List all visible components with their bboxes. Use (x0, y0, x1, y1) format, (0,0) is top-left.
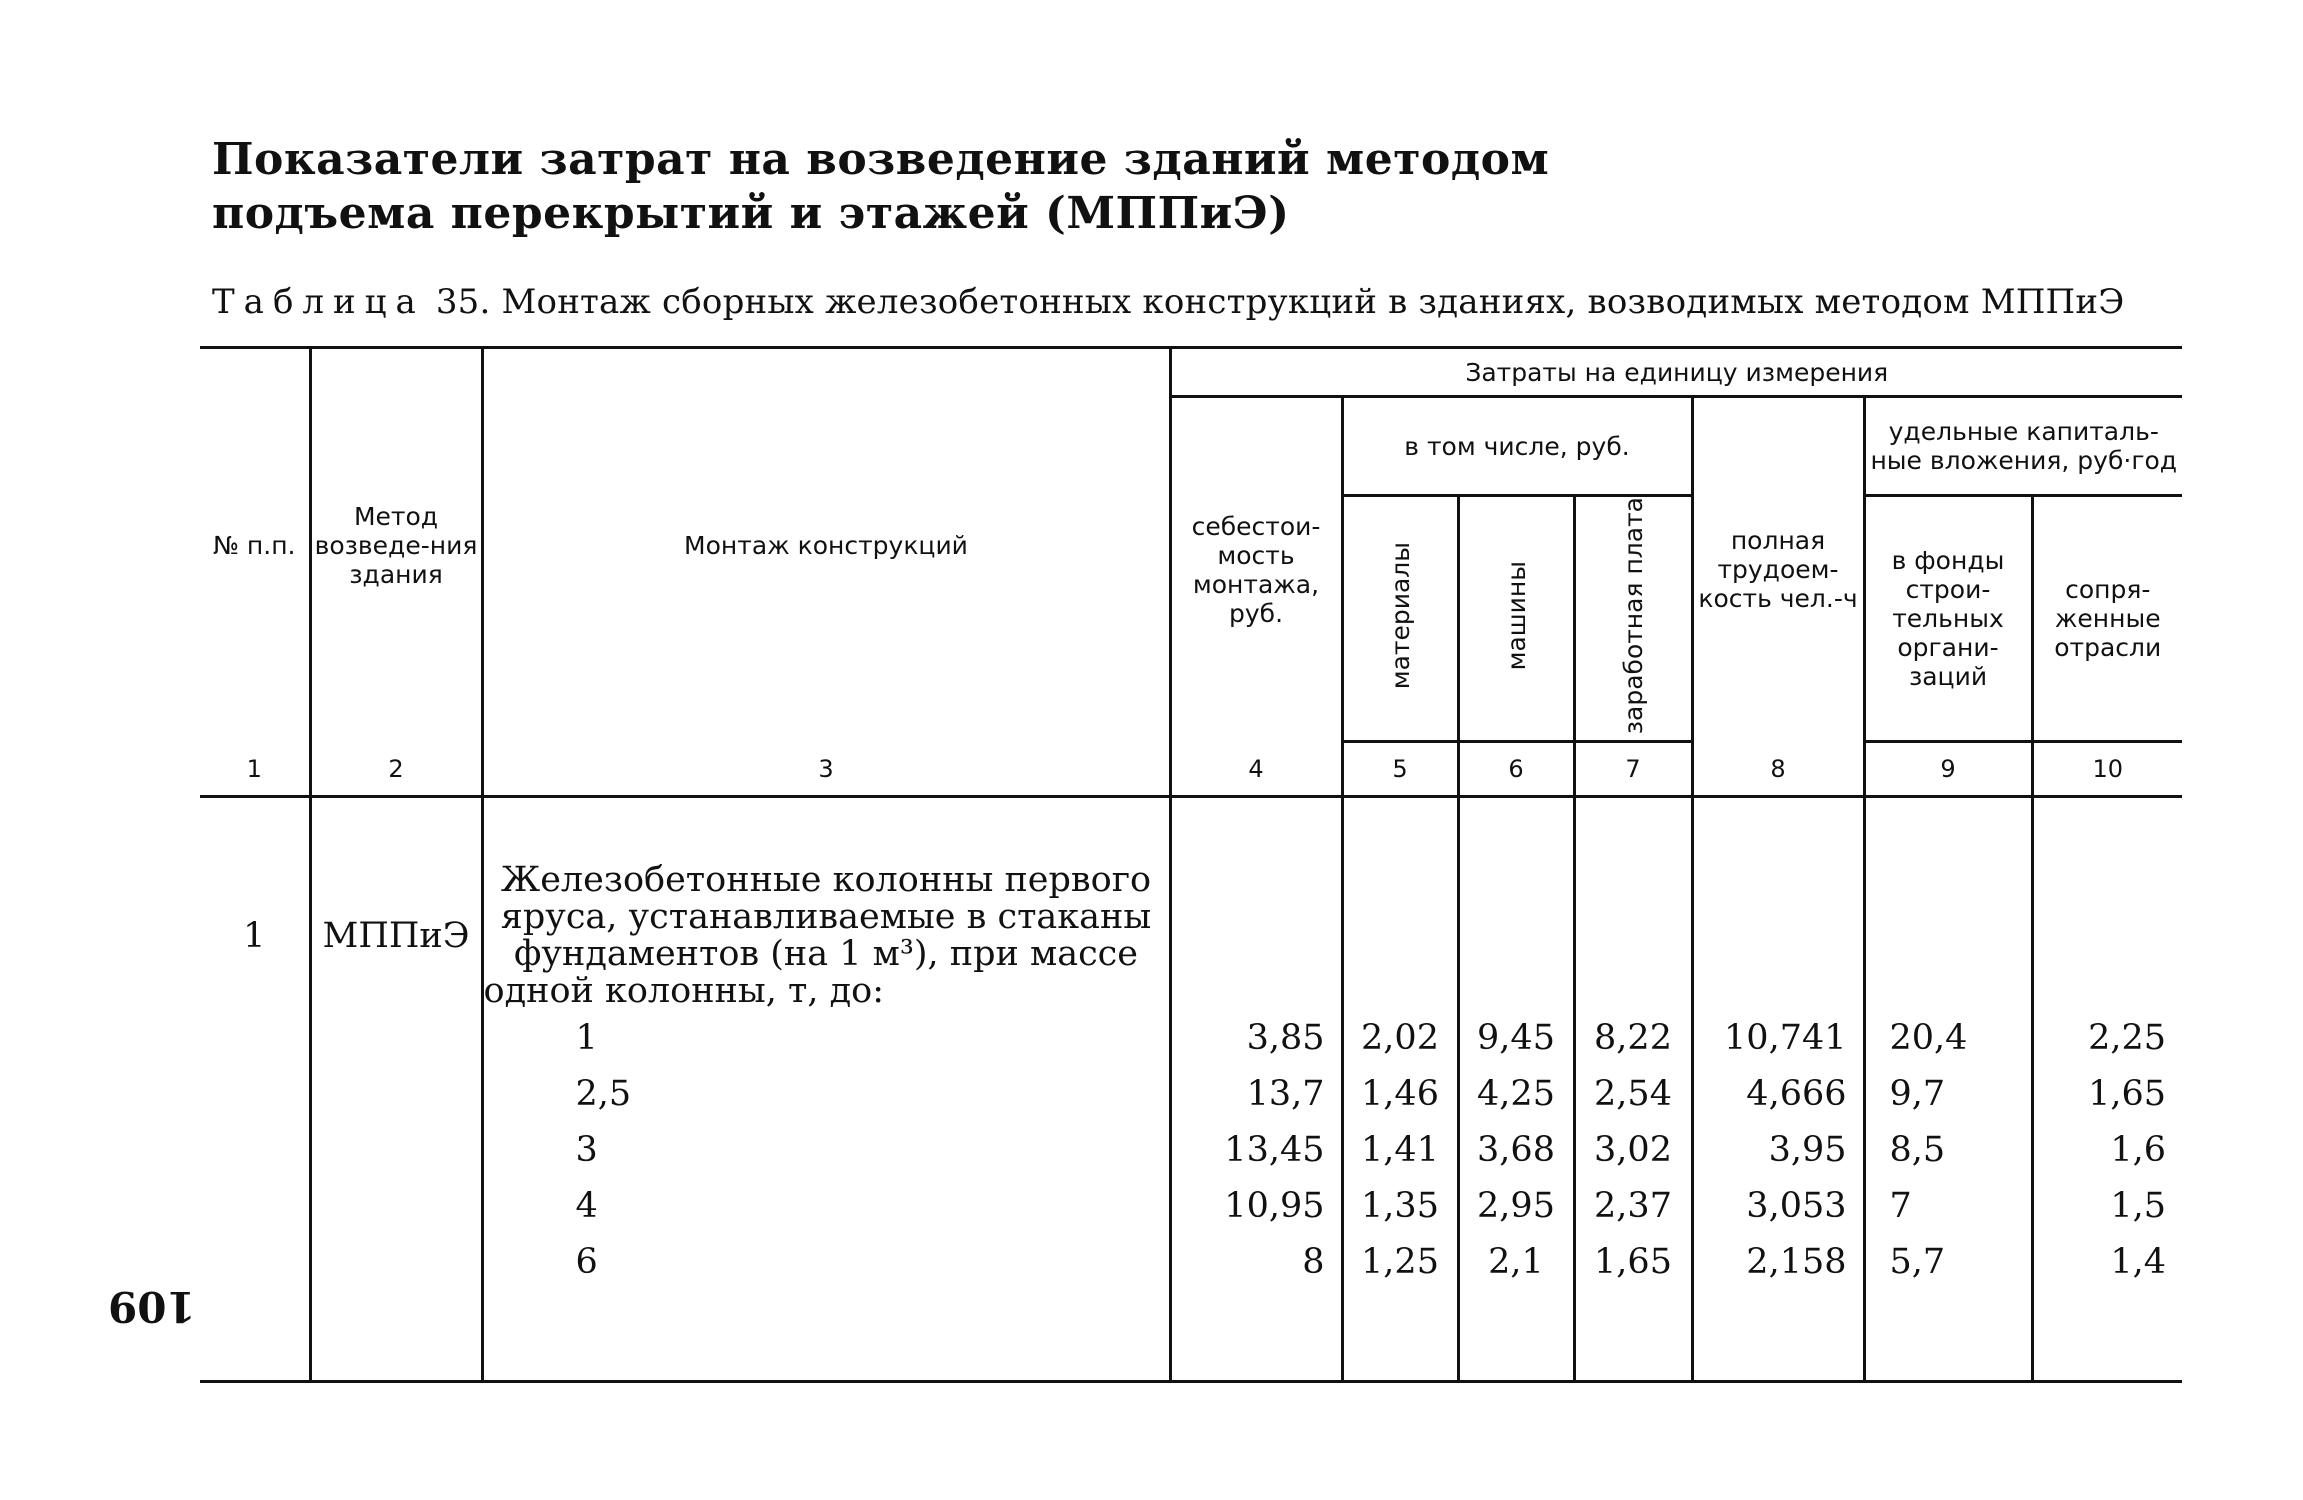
table-caption (212, 282, 2125, 322)
funds-cell: 7 (1864, 1178, 2032, 1234)
caption-text: 35. Монтаж сборных железобетонных конструкций в зданиях, возводимых методом МППиЭ (435, 282, 2125, 322)
mass-cell: 2,5 (482, 1066, 1170, 1122)
materials-cell: 1,41 (1342, 1122, 1458, 1178)
col-number: 8 (1692, 742, 1864, 797)
funds-cell: 8,5 (1864, 1122, 2032, 1178)
labor-cell: 4,666 (1692, 1066, 1864, 1122)
header-cost: себестои-мость монтажа, руб. (1170, 397, 1342, 742)
heading-line-2: подъема перекрытий и этажей (МППиЭ) (212, 188, 1290, 239)
materials-cell: 1,25 (1342, 1234, 1458, 1290)
related-cell: 2,25 (2032, 1010, 2182, 1066)
machines-cell: 3,68 (1458, 1122, 1574, 1178)
col-number: 1 (200, 742, 310, 797)
mass-cell: 4 (482, 1178, 1170, 1234)
funds-cell: 5,7 (1864, 1234, 2032, 1290)
header-funds: в фонды строи-тельных органи-заций (1864, 496, 2032, 742)
labor-cell: 10,741 (1692, 1010, 1864, 1066)
header-materials (1342, 496, 1458, 742)
header-materials-text: материалы (1385, 541, 1415, 690)
wages-cell: 2,54 (1574, 1066, 1692, 1122)
wages-cell: 2,37 (1574, 1178, 1692, 1234)
cost-cell: 13,45 (1170, 1122, 1342, 1178)
related-cell: 1,5 (2032, 1178, 2182, 1234)
machines-cell: 4,25 (1458, 1066, 1574, 1122)
header-num: № п.п. (212, 530, 296, 560)
header-machines (1458, 496, 1574, 742)
col-number: 10 (2032, 742, 2182, 797)
cost-cell: 8 (1170, 1234, 1342, 1290)
spacer-row (200, 797, 2182, 859)
table-row (200, 1178, 2182, 1234)
table-row (200, 1234, 2182, 1290)
col-number: 3 (482, 742, 1170, 797)
tail-row (200, 1290, 2182, 1382)
item-method: МППиЭ (310, 858, 482, 1010)
mass-cell: 6 (482, 1234, 1170, 1290)
mass-cell: 1 (482, 1010, 1170, 1066)
costs-table (200, 346, 2182, 1383)
heading-line-1: Показатели затрат на возведение зданий методом (212, 134, 1550, 185)
cost-cell: 10,95 (1170, 1178, 1342, 1234)
materials-cell: 1,35 (1342, 1178, 1458, 1234)
related-cell: 1,6 (2032, 1122, 2182, 1178)
col-number: 5 (1342, 742, 1458, 797)
header-work: Монтаж конструкций (482, 348, 1170, 742)
cost-cell: 13,7 (1170, 1066, 1342, 1122)
header-machines-text: машины (1501, 560, 1531, 671)
item-number: 1 (243, 916, 266, 957)
col-number: 4 (1170, 742, 1342, 797)
labor-cell: 2,158 (1692, 1234, 1864, 1290)
labor-cell: 3,053 (1692, 1178, 1864, 1234)
labor-cell: 3,95 (1692, 1122, 1864, 1178)
header-wages-text: заработная плата (1618, 497, 1648, 735)
mass-cell: 3 (482, 1122, 1170, 1178)
page-heading (212, 133, 1549, 241)
header-method: Метод возведе-ния здания (310, 348, 482, 742)
col-number: 9 (1864, 742, 2032, 797)
header-labor: полная трудоем-кость чел.-ч (1692, 397, 1864, 742)
column-numbers-row (200, 742, 2182, 797)
machines-cell: 2,1 (1458, 1234, 1574, 1290)
item-row (200, 858, 2182, 1010)
materials-cell: 1,46 (1342, 1066, 1458, 1122)
page-number: 109 (108, 1282, 196, 1331)
materials-cell: 2,02 (1342, 1010, 1458, 1066)
related-cell: 1,65 (2032, 1066, 2182, 1122)
item-description: Железобетонные колонны первого яруса, устанавливаемые в стаканы фундаментов (на 1 м³), при массе одной колонны, т, до: (482, 858, 1170, 1010)
wages-cell: 1,65 (1574, 1234, 1692, 1290)
cost-cell: 3,85 (1170, 1010, 1342, 1066)
funds-cell: 9,7 (1864, 1066, 2032, 1122)
machines-cell: 9,45 (1458, 1010, 1574, 1066)
header-incl: в том числе, руб. (1342, 397, 1692, 496)
wages-cell: 3,02 (1574, 1122, 1692, 1178)
table-row (200, 1122, 2182, 1178)
caption-lead: Таблица (212, 282, 425, 322)
col-number: 6 (1458, 742, 1574, 797)
wages-cell: 8,22 (1574, 1010, 1692, 1066)
header-wages (1574, 496, 1692, 742)
machines-cell: 2,95 (1458, 1178, 1574, 1234)
header-related: сопря-женные отрасли (2032, 496, 2182, 742)
related-cell: 1,4 (2032, 1234, 2182, 1290)
funds-cell: 20,4 (1864, 1010, 2032, 1066)
table-row (200, 1010, 2182, 1066)
header-costs-title: Затраты на единицу измерения (1170, 348, 2182, 397)
header-capital: удельные капиталь-ные вложения, руб·год (1864, 397, 2182, 496)
col-number: 7 (1574, 742, 1692, 797)
col-number: 2 (310, 742, 482, 797)
table-row (200, 1066, 2182, 1122)
